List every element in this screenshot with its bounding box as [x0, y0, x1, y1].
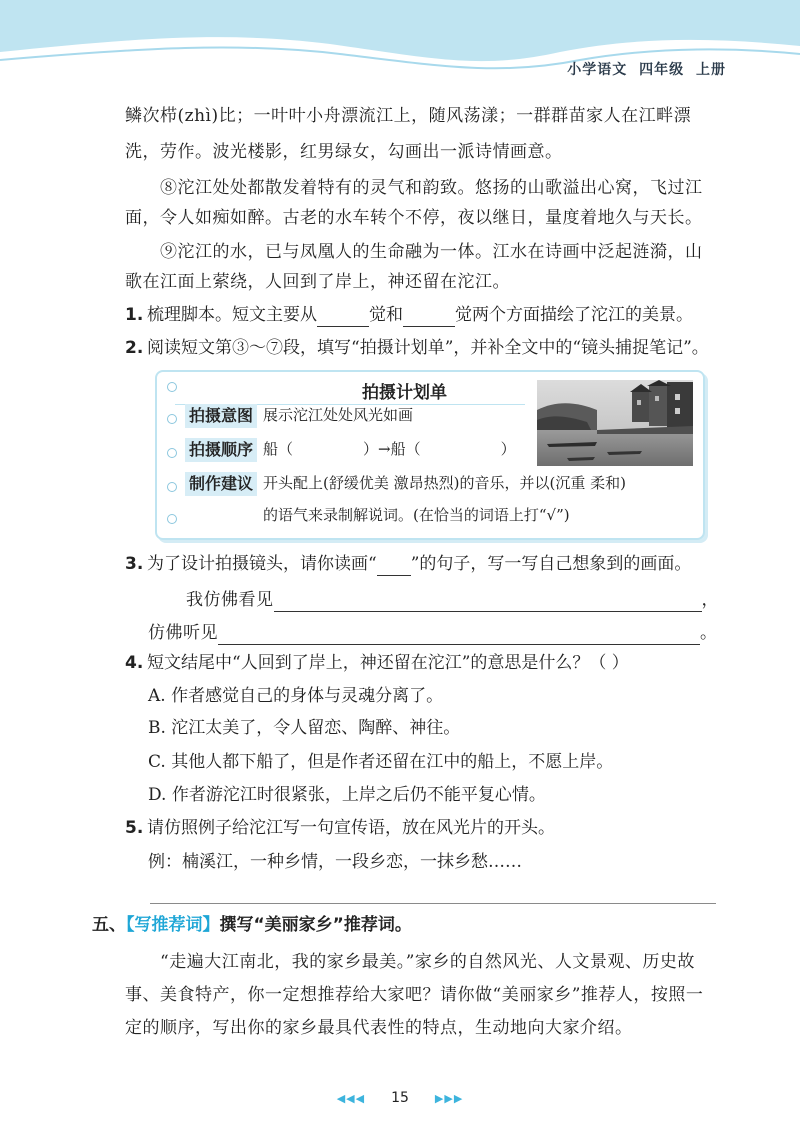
- plan-suggestion-note: 的语气来录制解说词。(在恰当的词语上打“√”): [263, 506, 570, 524]
- answer-line-see[interactable]: [274, 593, 702, 612]
- option-d[interactable]: D. 作者游沱江时很紧张，上岸之后仍不能平复心情。: [148, 785, 546, 805]
- shooting-plan-card: [155, 370, 705, 540]
- binder-hole: [167, 482, 177, 492]
- option-b[interactable]: B. 沱江太美了，令人留恋、陶醉、神往。: [148, 718, 461, 738]
- q3-see-line: 我仿佛看见 ，: [186, 590, 719, 610]
- question-4: 4. 短文结尾中“人回到了岸上，神还留在沱江”的意思是什么？（ ）: [125, 653, 629, 673]
- question-1: 1. 梳理脚本。短文主要从 觉和 觉两个方面描绘了沱江的美景。: [125, 305, 693, 325]
- binder-hole: [167, 448, 177, 458]
- passage-line-5: ⑨沱江的水，已与凤凰人的生命融为一体。江水在诗画中泛起涟漪，山: [160, 242, 703, 262]
- question-number: 3.: [125, 554, 144, 574]
- question-number: 1.: [125, 305, 144, 325]
- option-c[interactable]: C. 其他人都下船了，但是作者还留在江中的船上，不愿上岸。: [148, 752, 614, 772]
- passage-line-4: 面，令人如痴如醉。古老的水车转个不停，夜以继日，量度着地久与天长。: [125, 208, 703, 228]
- book-title: 小学语文 四年级 上册: [567, 62, 726, 78]
- passage-line-6: 歌在江面上萦绕，人回到了岸上，神还留在沱江。: [125, 272, 510, 292]
- answer-blank[interactable]: [317, 308, 369, 327]
- q5-example: 例：楠溪江，一种乡情，一段乡恋，一抹乡愁……: [148, 852, 522, 872]
- answer-blank[interactable]: [377, 557, 411, 576]
- plan-label-suggestion: 制作建议: [185, 472, 257, 496]
- section-5-line-1: “走遍大江南北，我的家乡最美。”家乡的自然风光、人文景观、历史故: [160, 952, 695, 972]
- q3-hear-line: 仿佛听见 。: [148, 623, 718, 643]
- question-number: 5.: [125, 818, 144, 838]
- section-tag: 【写推荐词】: [126, 915, 220, 935]
- page-footer: [0, 1088, 800, 1109]
- option-a[interactable]: A. 作者感觉自己的身体与灵魂分离了。: [148, 686, 444, 706]
- right-arrows-icon: ▶▶▶: [434, 1092, 464, 1105]
- section-5-line-2: 事、美食特产，你一定想推荐给大家吧？请你做“美丽家乡”推荐人，按照一: [125, 985, 704, 1005]
- plan-intent-text: 展示沱江处处风光如画: [263, 406, 414, 424]
- left-arrows-icon: ◀◀◀: [336, 1092, 366, 1105]
- answer-blank[interactable]: [403, 308, 455, 327]
- page-number: 15: [391, 1090, 409, 1106]
- question-number: 2.: [125, 338, 144, 358]
- answer-line-hear[interactable]: [218, 626, 700, 645]
- plan-suggestion-text: 开头配上(舒缓优美 激昂热烈)的音乐，并以(沉重 柔和): [263, 474, 626, 492]
- binder-hole: [167, 514, 177, 524]
- question-3: 3. 为了设计拍摄镜头，请你读画“ ”的句子，写一写自己想象到的画面。: [125, 554, 692, 574]
- answer-rule-line[interactable]: [150, 903, 716, 904]
- passage-line-2: 洗，劳作。波光楼影，红男绿女，勾画出一派诗情画意。: [125, 142, 563, 162]
- card-title: 拍摄计划单: [362, 383, 447, 403]
- plan-order-text: 船（ ）→船（ ）: [263, 440, 516, 458]
- river-town-photo: [537, 380, 693, 466]
- section-5-line-3: 定的顺序，写出你的家乡最具代表性的特点，生动地向大家介绍。: [125, 1018, 633, 1038]
- passage-line-1: 鳞次栉(zhì)比；一叶叶小舟漂流江上，随风荡漾；一群群苗家人在江畔漂: [125, 106, 692, 126]
- question-2: 2. 阅读短文第③～⑦段，填写“拍摄计划单”，并补全文中的“镜头捕捉笔记”。: [125, 338, 709, 358]
- question-number: 4.: [125, 653, 144, 673]
- question-5: 5. 请仿照例子给沱江写一句宣传语，放在风光片的开头。: [125, 818, 555, 838]
- binder-hole: [167, 414, 177, 424]
- plan-label-order: 拍摄顺序: [185, 438, 257, 462]
- section-5-heading: 五、【写推荐词】撰写“美丽家乡”推荐词。: [92, 915, 412, 935]
- binder-hole: [167, 382, 177, 392]
- plan-label-intent: 拍摄意图: [185, 404, 257, 428]
- passage-line-3: ⑧沱江处处都散发着特有的灵气和韵致。悠扬的山歌溢出心窝，飞过江: [160, 178, 703, 198]
